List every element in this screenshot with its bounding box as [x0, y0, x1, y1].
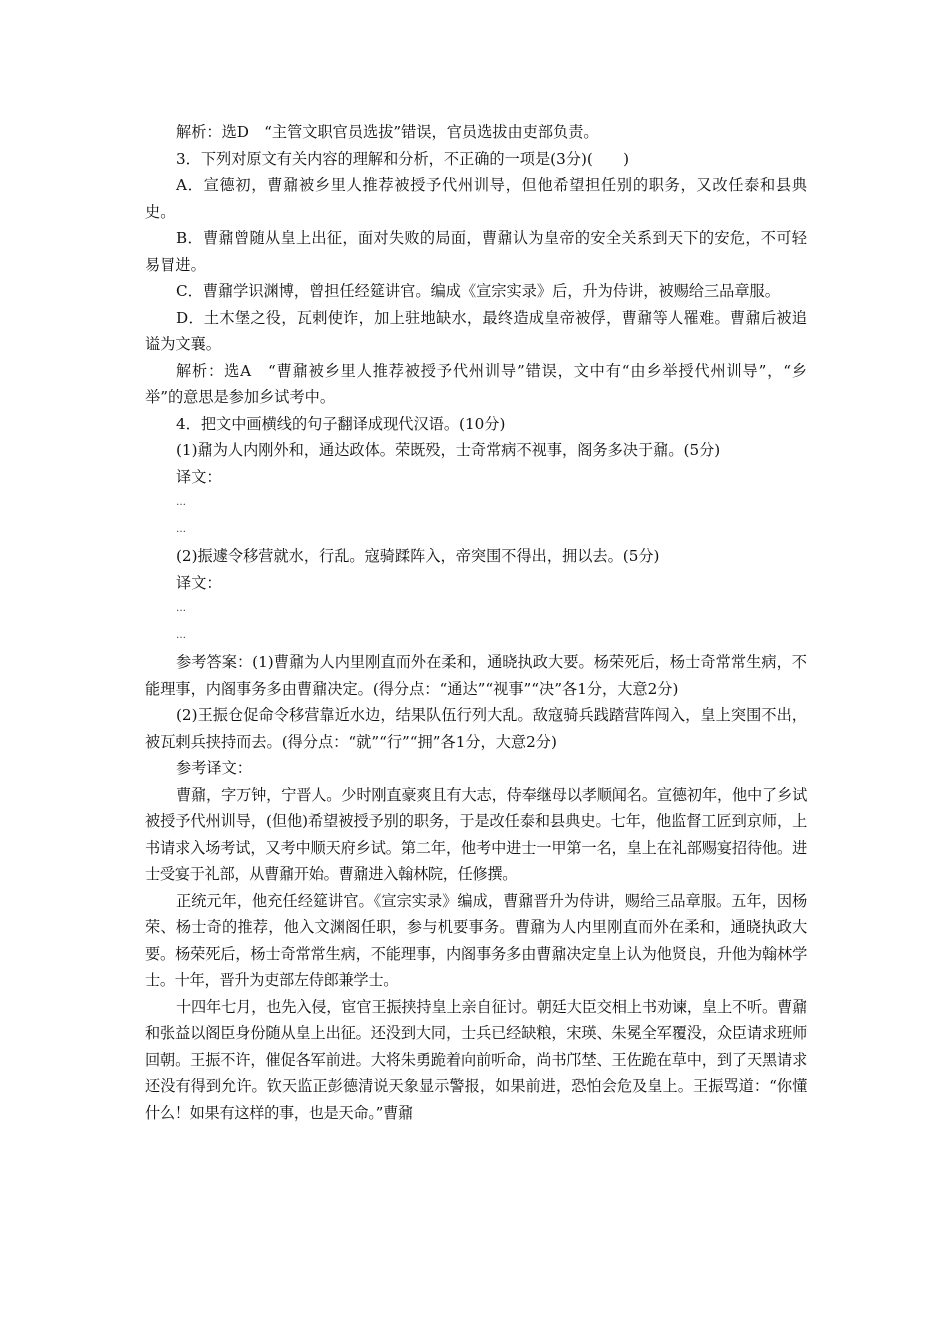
analysis-q2: 解析：选D “主管文职官员选拔”错误，官员选拔由吏部负责。 — [176, 123, 599, 141]
document-body — [145, 119, 807, 1126]
answer-blank-line: … — [176, 629, 186, 641]
translation-paragraph-2: 正统元年，他充任经筵讲官。《宣宗实录》编成，曹鼐晋升为侍讲，赐给三品章服。五年，因杨荣、杨士奇的推荐，他入文渊阁任职，参与机要事务。曹鼐为人内里刚直而外在柔和，通晓执政大要。杨荣死后，杨士奇常常生病，不能理事，内阁事务多由曹鼐决定皇上认为他贤良，升他为翰林学士。十年，晋升为吏部左侍郎兼学士。 — [145, 891, 807, 989]
answer-blank-line: … — [176, 523, 186, 535]
option-c: C．曹鼐学识渊博，曾担任经筵讲官。编成《宣宗实录》后，升为侍讲，被赐给三品章服。 — [176, 282, 780, 300]
question-3: 3．下列对原文有关内容的理解和分析，不正确的一项是(3分)( ) — [176, 149, 630, 168]
reference-answer-2: (2)王振仓促命令移营靠近水边，结果队伍行列大乱。敌寇骑兵践踏营阵闯入，皇上突围不出，被瓦剌兵挟持而去。(得分点：“就”“行”“拥”各1分，大意2分) — [145, 706, 807, 751]
option-d: D．土木堡之役，瓦剌使诈，加上驻地缺水，最终造成皇帝被俘，曹鼐等人罹难。曹鼐后被追谥为文襄。 — [145, 308, 807, 353]
translation-paragraph-3: 十四年七月，也先入侵，宦官王振挟持皇上亲自征讨。朝廷大臣交相上书劝谏，皇上不听。曹鼐和张益以阁臣身份随从皇上出征。还没到大同，士兵已经缺粮，宋瑛、朱冕全军覆没，众臣请求班师回朝。王振不许，催促各军前进。大将朱勇跪着向前听命，尚书邝埜、王佐跪在草中，到了天黑请求还没有得到允许。钦天监正彭德清说天象显示警报，如果前进，恐怕会危及皇上。王振骂道：“你懂什么！如果有这样的事，也是天命。”曹鼐 — [145, 997, 807, 1122]
option-b: B．曹鼐曾随从皇上出征，面对失败的局面，曹鼐认为皇帝的安全关系到天下的安危，不可轻易冒进。 — [145, 229, 807, 274]
translation-label-2: 译文： — [176, 573, 222, 592]
translation-paragraph-1: 曹鼐，字万钟，宁晋人。少时刚直豪爽且有大志，侍奉继母以孝顺闻名。宣德初年，他中了乡试被授予代州训导，(但他)希望被授予别的职务，于是改任泰和县典史。七年，他监督工匠到京师，上书请求入场考试，又考中顺天府乡试。第二年，他考中进士一甲第一名，皇上在礼部赐宴招待他。进士受宴于礼部，从曹鼐开始。曹鼐进入翰林院，任修撰。 — [145, 785, 807, 883]
answer-blank-line: … — [176, 603, 186, 614]
translation-label-1: 译文： — [176, 467, 222, 486]
reference-answer-1: 参考答案：(1)曹鼐为人内里刚直而外在柔和，通晓执政大要。杨荣死后，杨士奇常常生病，不能理事，内阁事务多由曹鼐决定。(得分点：“通达”“视事”“决”各1分，大意2分) — [145, 653, 807, 698]
answer-blank-line: … — [176, 497, 186, 508]
reference-translation-heading: 参考译文： — [176, 759, 252, 777]
analysis-q3: 解析：选A “曹鼐被乡里人推荐被授予代州训导”错误，文中有“由乡举授代州训导”，“乡举”的意思是参加乡试考中。 — [145, 361, 807, 406]
question-4: 4．把文中画横线的句子翻译成现代汉语。(10分) — [176, 414, 506, 433]
sentence-1: (1)鼐为人内刚外和，通达政体。荣既殁，士奇常病不视事，阁务多决于鼐。(5分) — [176, 441, 721, 459]
sentence-2: (2)振遽令移营就水，行乱。寇骑蹂阵入，帝突围不得出，拥以去。(5分) — [176, 547, 660, 565]
option-a: A．宣德初，曹鼐被乡里人推荐被授予代州训导，但他希望担任别的职务，又改任泰和县典史。 — [145, 176, 807, 221]
